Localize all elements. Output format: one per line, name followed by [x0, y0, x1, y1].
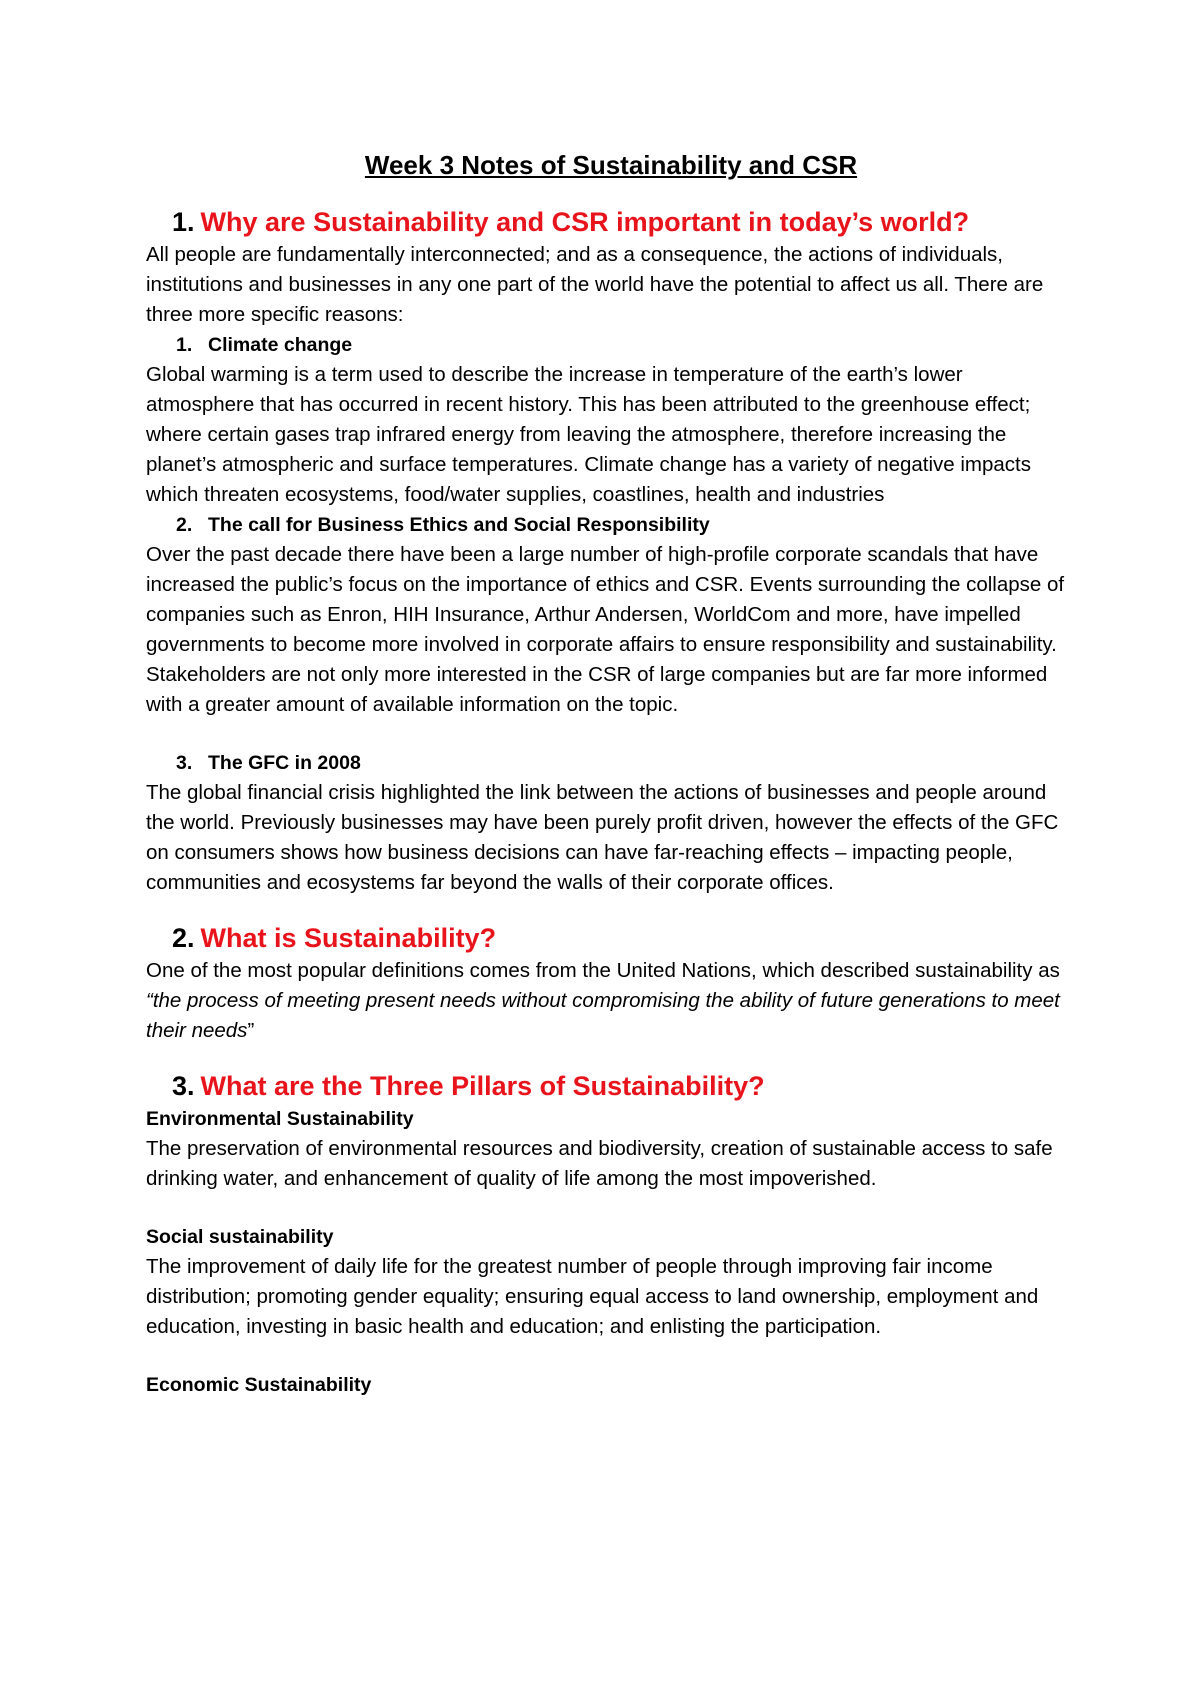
reason-title: Climate change	[208, 334, 353, 356]
pillar-heading-economic: Economic Sustainability	[146, 1374, 372, 1396]
reason-body-gfc: The global financial crisis highlighted the link between the actions of businesses and people around the world. Previously businesses may have been purely profit driven, however the effects of the GFC on consumers shows how business decisions can have far-reaching effects – impacting people, communities and ecosystems far beyond the walls of their corporate offices.	[146, 781, 1059, 894]
reason-title: The GFC in 2008	[208, 752, 361, 774]
reason-heading-business-ethics	[146, 510, 1076, 540]
document-page	[146, 148, 1076, 1400]
section-heading-what-is-sustainability	[146, 920, 1076, 956]
pillar-body-environmental: The preservation of environmental resources and biodiversity, creation of sustainable access to safe drinking water, and enhancement of quality of life among the most impoverished.	[146, 1137, 1053, 1190]
section-number: 3.	[172, 1071, 195, 1101]
spacer	[146, 1046, 1076, 1068]
reason-body-climate-change: Global warming is a term used to describe the increase in temperature of the earth’s lower atmosphere that has occurred in recent history. This has been attributed to the greenhouse effect; where certain gases trap infrared energy from leaving the atmosphere, therefore increasing the planet’s atmospheric and surface temperatures. Climate change has a variety of negative impacts which threaten ecosystems, food/water supplies, coastlines, health and industries	[146, 363, 1032, 506]
pillar-body-social: The improvement of daily life for the greatest number of people through improving fair income distribution; promoting gender equality; ensuring equal access to land ownership, employment and education, investing in basic health and education; and enlisting the participation.	[146, 1255, 1039, 1338]
section-heading-three-pillars	[146, 1068, 1076, 1104]
definition-quote: “the process of meeting present needs without compromising the ability of future generations to meet their needs	[146, 989, 1060, 1042]
spacer	[146, 898, 1076, 920]
section-number: 1.	[172, 207, 195, 237]
reason-number: 3.	[176, 752, 193, 774]
reason-heading-climate-change	[146, 330, 1076, 360]
reason-title: The call for Business Ethics and Social Responsibility	[208, 514, 710, 536]
section-title: What are the Three Pillars of Sustainability?	[200, 1071, 765, 1101]
document-title: Week 3 Notes of Sustainability and CSR	[364, 150, 858, 180]
reason-number: 2.	[176, 514, 193, 536]
section-heading-why-important	[146, 204, 1076, 240]
definition-suffix: ”	[247, 1019, 255, 1042]
reason-heading-gfc	[146, 748, 1076, 778]
pillar-heading-environmental: Environmental Sustainability	[146, 1108, 414, 1130]
spacer	[146, 1194, 1076, 1222]
spacer	[146, 720, 1076, 748]
pillar-heading-social: Social sustainability	[146, 1226, 334, 1248]
reason-body-business-ethics: Over the past decade there have been a large number of high-profile corporate scandals that have increased the public’s focus on the importance of ethics and CSR. Events surrounding the collapse of companies such as Enron, HIH Insurance, Arthur Andersen, WorldCom and more, have impelled governments to become more involved in corporate affairs to ensure responsibility and sustainability. Stakeholders are not only more interested in the CSR of large companies but are far more informed with a greater amount of available information on the topic.	[146, 543, 1065, 716]
reason-number: 1.	[176, 334, 193, 356]
spacer	[146, 1342, 1076, 1370]
section-intro-paragraph: All people are fundamentally interconnected; and as a consequence, the actions of individuals, institutions and businesses in any one part of the world have the potential to affect us all. There are three more specific reasons:	[146, 243, 1044, 326]
section-title: What is Sustainability?	[200, 923, 497, 953]
section-number: 2.	[172, 923, 195, 953]
definition-prefix: One of the most popular definitions comes from the United Nations, which described sustainability as	[146, 959, 1060, 982]
section-title: Why are Sustainability and CSR important in today’s world?	[200, 207, 970, 237]
definition-paragraph	[146, 956, 1076, 1046]
